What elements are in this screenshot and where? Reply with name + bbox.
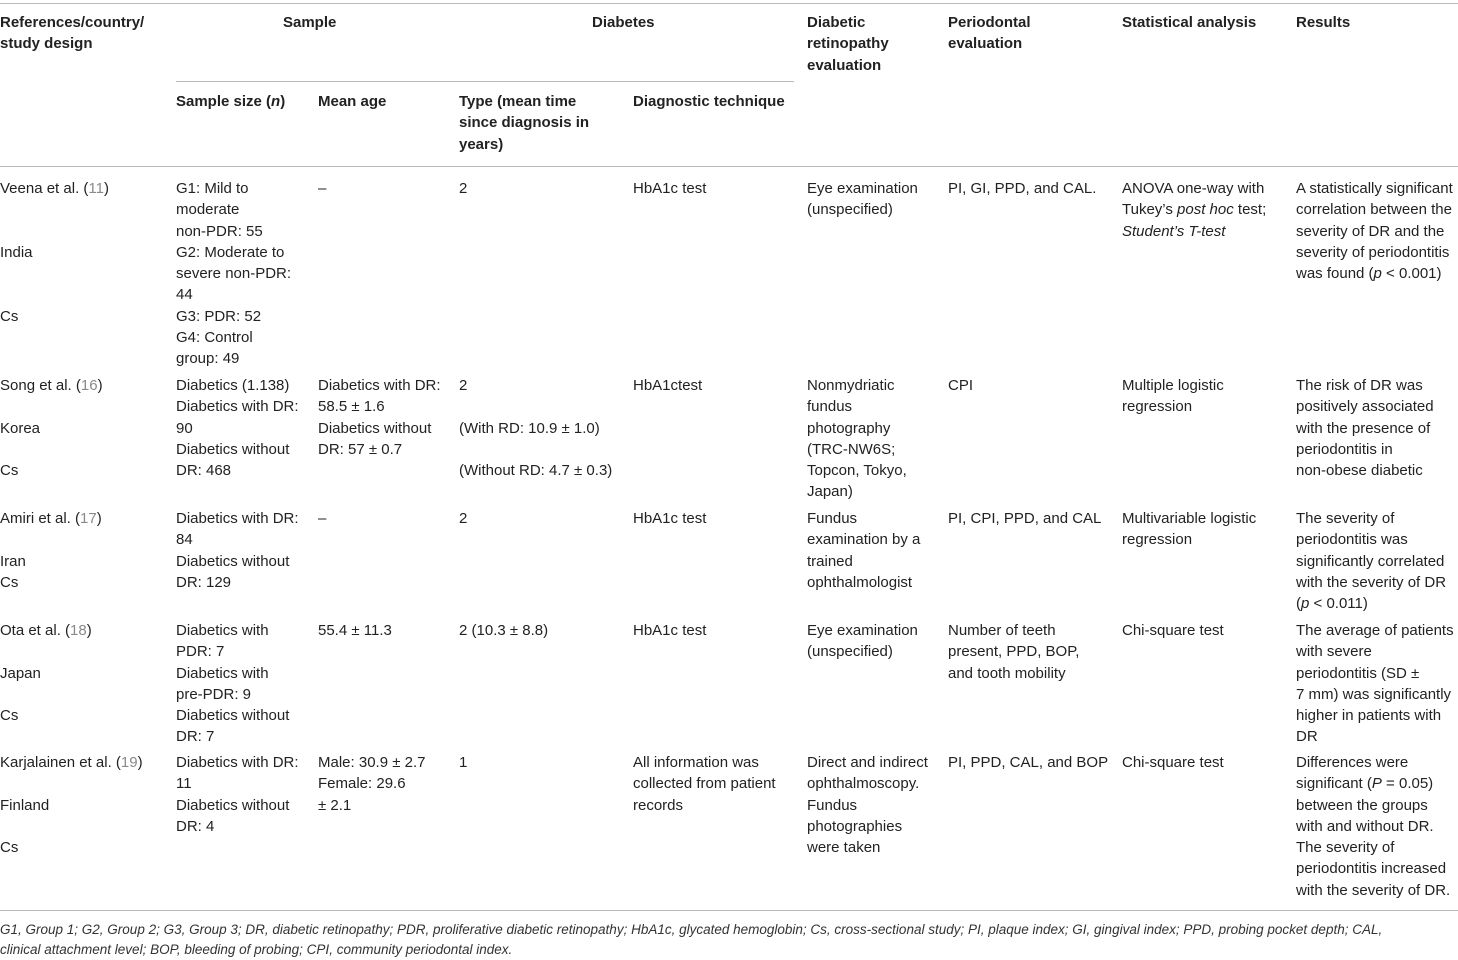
row3-results: The severity of periodontitis was significantly correlated with the severity of DR (p < 0.011) — [1296, 510, 1447, 613]
row4-sample: Diabetics with PDR: 7 Diabetics with pre-PDR: 9 Diabetics without DR: 7 — [176, 622, 290, 746]
row4-type: 2 (10.3 ± 8.8) — [459, 622, 549, 639]
row2-results: The risk of DR was positively associated with the presence of periodontitis in non-obese diabetic — [1296, 377, 1434, 480]
row4-periodontal: Number of teeth present, PPD, BOP, and tooth mobility — [948, 622, 1080, 682]
header-bottom-rule — [0, 166, 1458, 167]
row2-mean-age: Diabetics with DR: 58.5 ± 1.6 Diabetics without DR: 57 ± 0.7 — [318, 377, 441, 458]
table-bottom-rule — [0, 910, 1458, 911]
row2-dr-evaluation: Nonmydriatic fundus photography (TRC-NW6S; Topcon, Tokyo, Japan) — [807, 377, 907, 501]
header-references: References/country/ study design — [0, 14, 145, 53]
row1-diagnostic: HbA1c test — [633, 180, 707, 197]
row3-mean-age: – — [318, 510, 327, 527]
row4-statistics: Chi-square test — [1122, 622, 1224, 639]
row2-reference: Song et al. (16) Korea Cs — [0, 377, 103, 480]
row4-dr-evaluation: Eye examination (unspecified) — [807, 622, 918, 661]
row3-sample: Diabetics with DR: 84 Diabetics without DR: 129 — [176, 510, 299, 591]
row1-results: A statistically significant correlation between the severity of DR and the severity of periodontitis was found (p < 0.001) — [1296, 180, 1453, 283]
header-diagnostic-technique: Diagnostic technique — [633, 93, 785, 110]
header-mean-age: Mean age — [318, 93, 387, 110]
row3-type: 2 — [459, 510, 468, 527]
row4-reference: Ota et al. (18) Japan Cs — [0, 622, 92, 725]
row2-sample: Diabetics (1.138) Diabetics with DR: 90 Diabetics without DR: 468 — [176, 377, 299, 480]
row1-statistics: ANOVA one-way with Tukey’s post hoc test; Student’s T-test — [1122, 180, 1267, 240]
header-dr-evaluation: Diabetic retinopathy evaluation — [807, 14, 889, 74]
row5-dr-evaluation: Direct and indirect ophthalmoscopy. Fundus photographies were taken — [807, 754, 928, 857]
row1-periodontal: PI, GI, PPD, and CAL. — [948, 180, 1097, 197]
citation-link[interactable]: 16 — [80, 377, 98, 394]
row5-results: Differences were significant (P = 0.05) between the groups with and without DR. The severity of periodontitis increased with the severity of DR. — [1296, 754, 1451, 899]
header-diabetes: Diabetes — [592, 14, 655, 31]
row2-statistics: Multiple logistic regression — [1122, 377, 1224, 416]
row4-diagnostic: HbA1c test — [633, 622, 707, 639]
row3-dr-evaluation: Fundus examination by a trained ophthalmologist — [807, 510, 921, 591]
row1-sample: G1: Mild to moderate non-PDR: 55 G2: Moderate to severe non-PDR: 44 G3: PDR: 52 G4: Control group: 49 — [176, 180, 292, 368]
row2-diagnostic: HbA1ctest — [633, 377, 703, 394]
row5-mean-age: Male: 30.9 ± 2.7 Female: 29.6 ± 2.1 — [318, 754, 426, 814]
row5-periodontal: PI, PPD, CAL, and BOP — [948, 754, 1109, 771]
row2-periodontal: CPI — [948, 377, 974, 394]
header-sample-size: Sample size (n) — [176, 93, 286, 110]
row3-diagnostic: HbA1c test — [633, 510, 707, 527]
row4-results: The average of patients with severe periodontitis (SD ± 7 mm) was significantly higher in patients with DR — [1296, 622, 1454, 746]
row1-type: 2 — [459, 180, 468, 197]
header-results: Results — [1296, 14, 1351, 31]
row1-mean-age: – — [318, 180, 327, 197]
row3-reference: Amiri et al. (17) Iran Cs — [0, 510, 102, 591]
row3-statistics: Multivariable logistic regression — [1122, 510, 1257, 549]
citation-link[interactable]: 19 — [120, 754, 138, 771]
header-statistical-analysis: Statistical analysis — [1122, 14, 1257, 31]
row5-statistics: Chi-square test — [1122, 754, 1224, 771]
row5-reference: Karjalainen et al. (19) Finland Cs — [0, 754, 143, 857]
citation-link[interactable]: 11 — [88, 180, 104, 197]
table-top-rule — [0, 3, 1458, 4]
row3-periodontal: PI, CPI, PPD, and CAL — [948, 510, 1102, 527]
row1-dr-evaluation: Eye examination (unspecified) — [807, 180, 918, 219]
row5-diagnostic: All information was collected from patient records — [633, 754, 776, 814]
citation-link[interactable]: 18 — [70, 622, 87, 639]
header-type: Type (mean time since diagnosis in years) — [459, 93, 590, 153]
header-sample: Sample — [283, 14, 337, 31]
table-footnote: G1, Group 1; G2, Group 2; G3, Group 3; DR, diabetic retinopathy; PDR, proliferative diabetic retinopathy; HbA1c, glycated hemoglobin; Cs, cross-sectional study; PI, plaque index; GI, gingival index; PPD, probing pocket depth; CAL, clinical attachment level; BOP, bleeding of probing; CPI, community periodontal index. — [0, 922, 1383, 957]
row2-type: 2 (With RD: 10.9 ± 1.0) (Without RD: 4.7 ± 0.3) — [459, 377, 613, 480]
header-periodontal-evaluation: Periodontal evaluation — [948, 14, 1031, 53]
row1-reference: Veena et al. (11) India Cs — [0, 180, 109, 325]
citation-link[interactable]: 17 — [80, 510, 97, 527]
header-group-rule — [176, 81, 794, 82]
row5-sample: Diabetics with DR: 11 Diabetics without DR: 4 — [176, 754, 299, 835]
row4-mean-age: 55.4 ± 11.3 — [318, 622, 392, 639]
row5-type: 1 — [459, 754, 468, 771]
